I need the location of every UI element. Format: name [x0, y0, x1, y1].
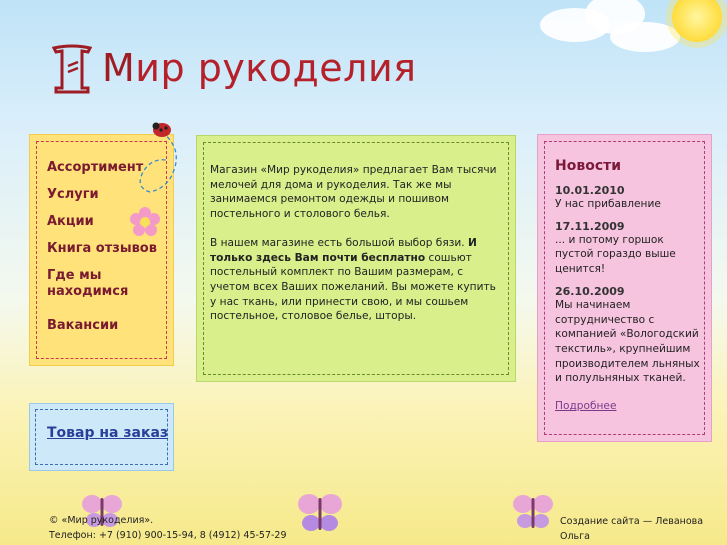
menu-item-vacancies[interactable]: Вакансии [47, 318, 119, 333]
footer-contacts [49, 513, 287, 543]
menu-item-guestbook[interactable]: Книга отзывов [47, 241, 157, 256]
intro-paragraph: Магазин «Мир рукоделия» предлагает Вам тысячи мелочей для дома и рукоделия. Так же мы занимаемся ремонтом одежды и пошивом постельного и столового белья. [210, 164, 497, 221]
ladybug-icon [132, 118, 182, 200]
news-more-link[interactable]: Подробнее [555, 400, 617, 413]
sun-icon [672, 0, 722, 42]
phone-line: Телефон: +7 (910) 900-15-94, 8 (4912) 45-57-29 [49, 530, 287, 541]
copyright: © «Мир рукоделия». [49, 515, 154, 526]
news-text: Мы начинаем сотрудничество с компанией «Вологодский текстиль», крупнейшим производителем льняных и полульняных тканей. [555, 298, 700, 385]
site-logo[interactable] [48, 38, 417, 98]
menu-item-assortment[interactable]: Ассортимент [47, 160, 144, 175]
news-date: 26.10.2009 [555, 284, 625, 298]
news-title: Новости [555, 158, 622, 174]
news-text: ... и потому горшок пустой гораздо выше ценится! [555, 233, 676, 276]
cloud [610, 22, 680, 52]
menu-item-location[interactable]: Где мы находимся [47, 268, 129, 299]
news-date: 10.01.2010 [555, 184, 625, 197]
news-list [555, 158, 705, 413]
butterfly-icon [510, 490, 556, 534]
order-link[interactable]: Товар на заказ [47, 425, 169, 441]
butterfly-icon [295, 490, 345, 536]
menu-item-promotions[interactable]: Акции [47, 214, 94, 229]
flower-icon [130, 207, 160, 237]
news-text: У нас прибавление [555, 198, 661, 210]
logo-mark-icon [48, 42, 96, 94]
news-date: 17.11.2009 [555, 219, 625, 233]
footer-credit: Создание сайта — Леванова Ольга [560, 516, 704, 542]
offer-paragraph: В нашем магазине есть большой выбор бязи. И только здесь Вам почти бесплатно сошьют постельный комплект по Вашим размерам, с учетом всех Ваших пожеланий. Вы можете купить у нас ткань, или принести свою, и мы сошьем постельное, столовое белье, шторы. [210, 236, 496, 323]
phone-number: +7 (910) 900-15-94, 8 (4912) 45-57-29 [98, 530, 287, 541]
main-content [210, 163, 500, 338]
logo-text: Мир рукоделия [102, 46, 417, 90]
menu-item-services[interactable]: Услуги [47, 187, 99, 202]
